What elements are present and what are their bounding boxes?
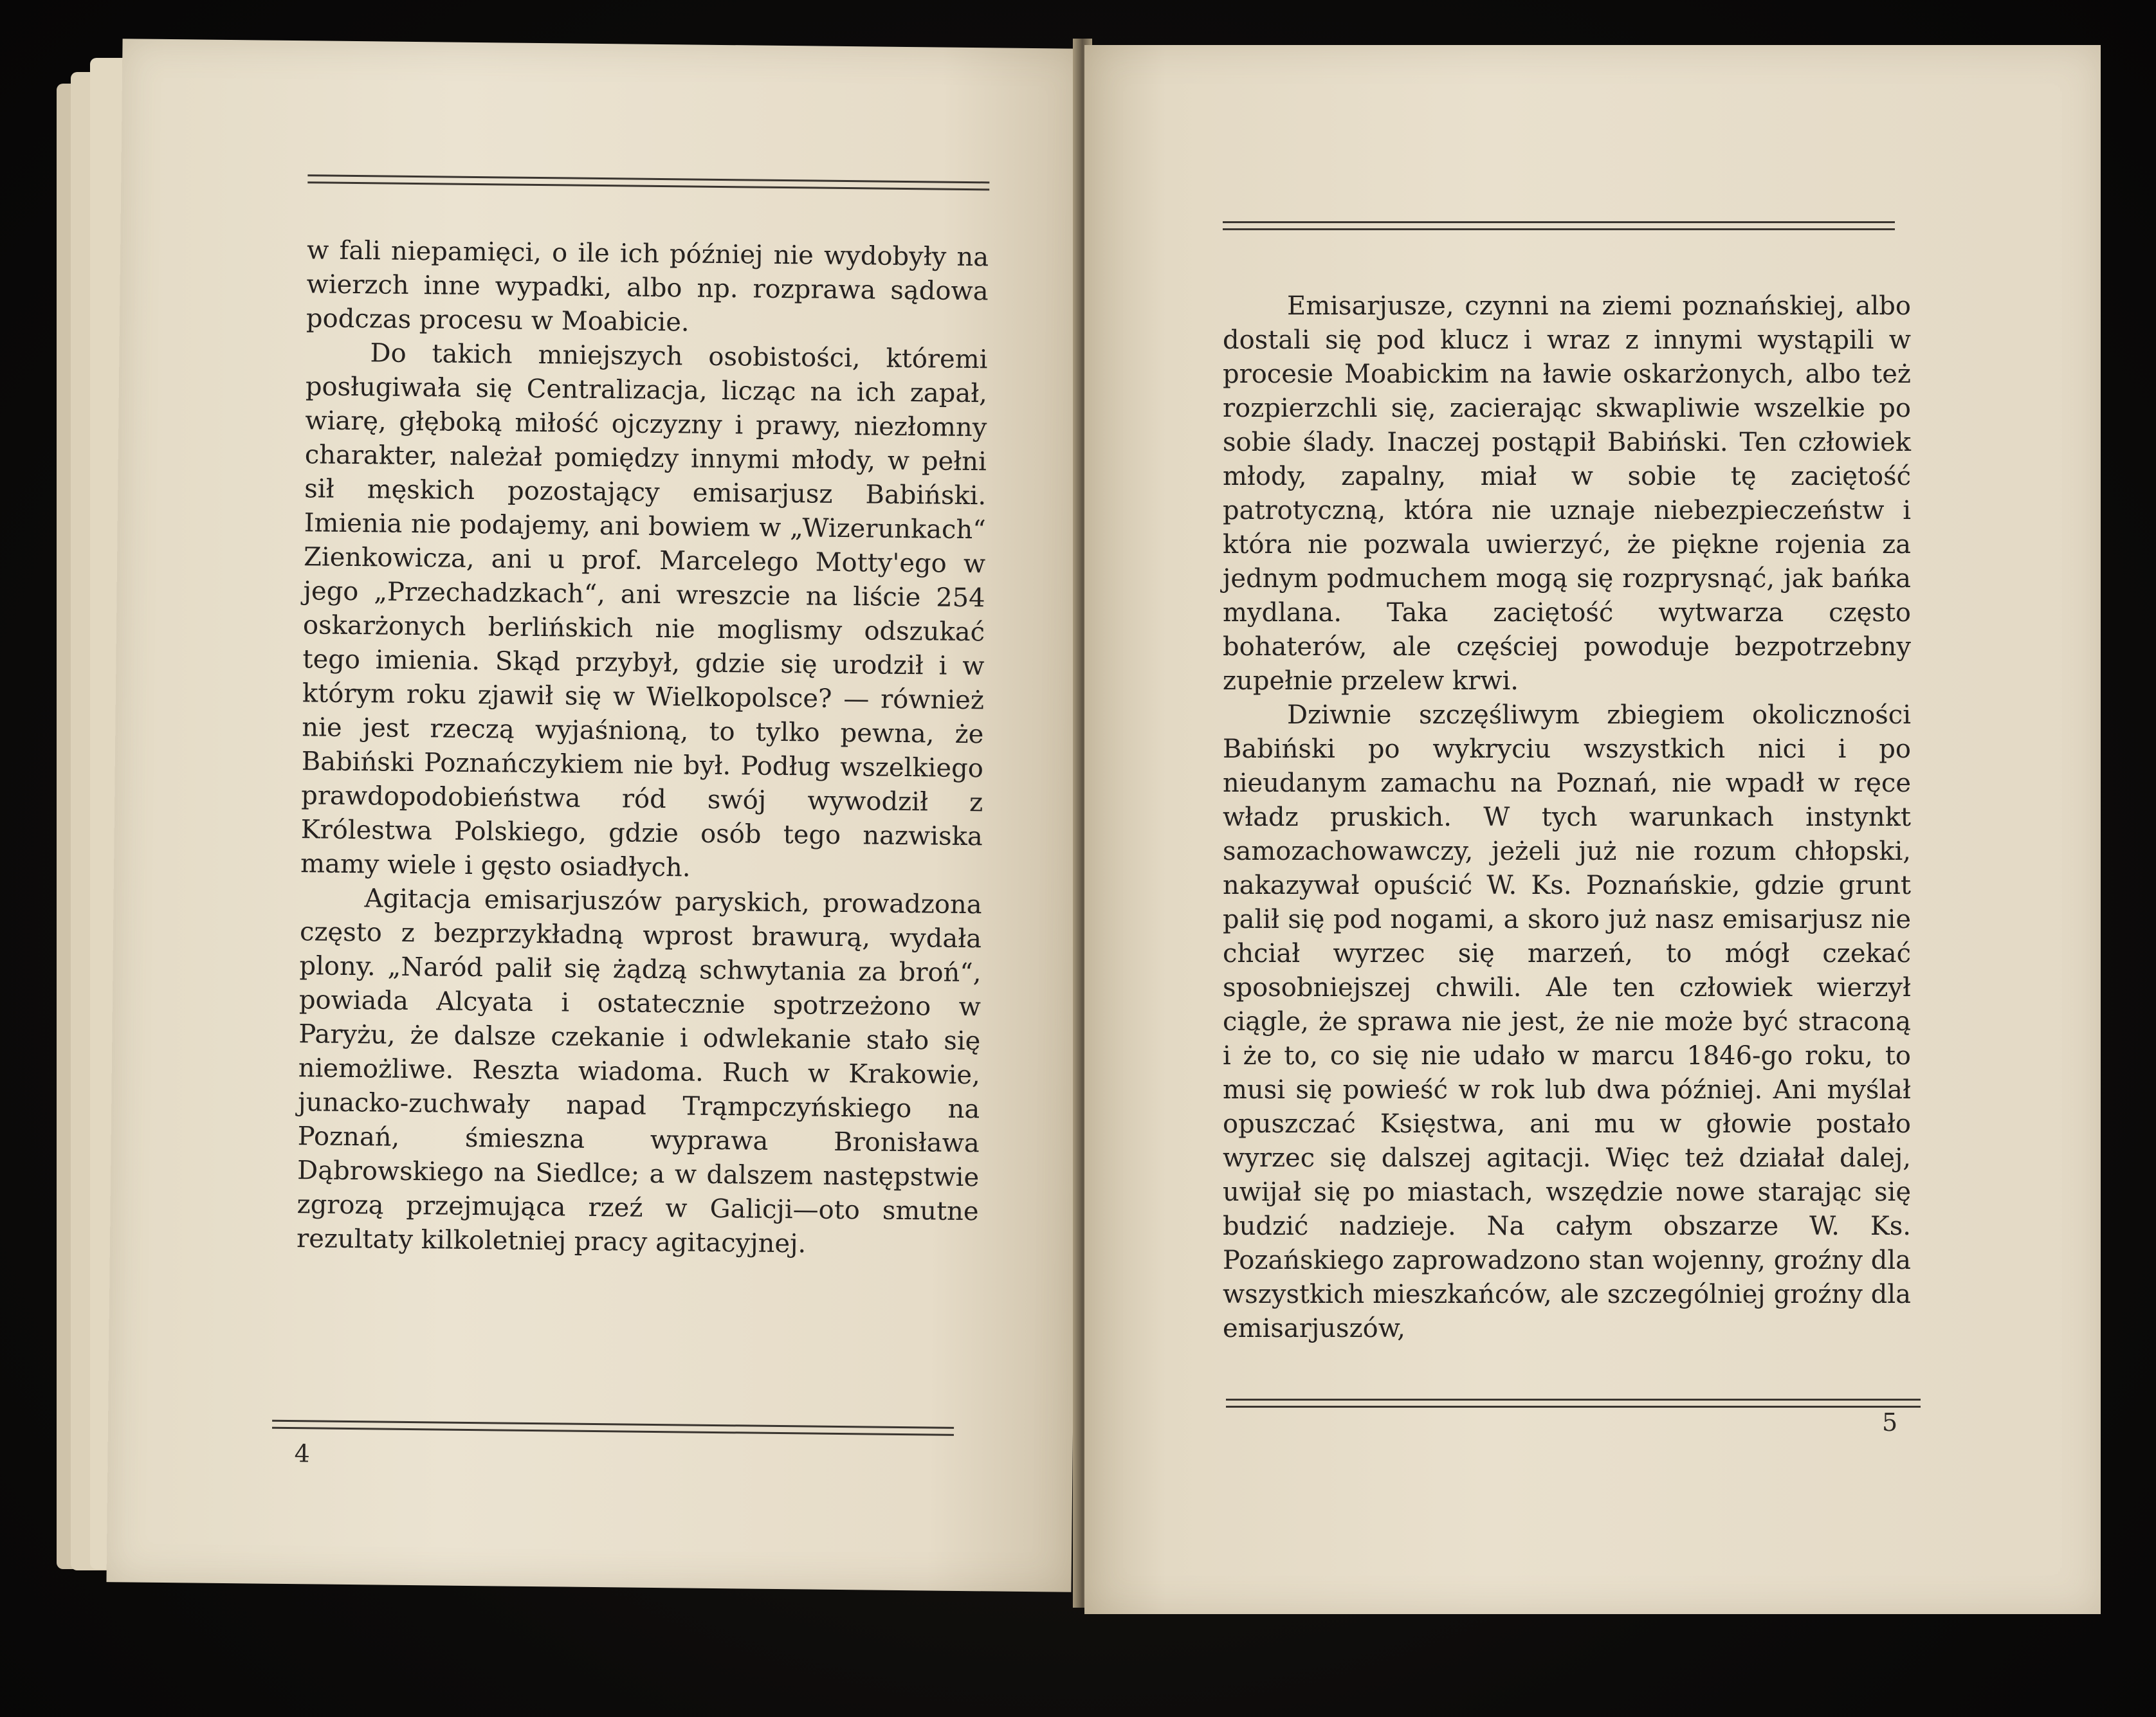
right-page-text	[1223, 289, 1911, 1346]
bottom-double-rule	[1226, 1399, 1921, 1408]
left-page	[106, 39, 1087, 1592]
paragraph: w fali niepamięci, o ile ich później nie wydobyły na wierzch inne wypadki, albo np. rozprawa sądowa podczas procesu w Moabicie.	[306, 235, 989, 338]
top-double-rule	[1223, 221, 1895, 230]
page-number: 4	[294, 1439, 311, 1468]
paragraph: Do takich mniejszych osobistości, któremi posługiwała się Centralizacja, licząc na ich zapał, wiarę, głęboką miłość ojczyzny i prawy, niezłomny charakter, należał pomiędzy innymi młody, w pełni sił męskich pozostający emisarjusz Babiński. Imienia nie podajemy, ani bowiem w „Wizerunkach“ Zienkowicza, ani u prof. Marcelego Motty'ego w jego „Przechadzkach“, ani wreszcie na liście 254 oskarżonych berlińskich nie moglismy odszukać tego imienia. Skąd przybył, gdzie się urodził i w którym roku zjawił się w Wielkopolsce? — również nie jest rzeczą wyjaśnioną, to tylko pewna, że Babiński Poznańczykiem nie był. Podług wszelkiego prawdopodobieństwa ród swój wywodził z Królestwa Polskiego, gdzie osób tego nazwiska mamy wiele i gęsto osiadłych.	[300, 338, 988, 883]
paragraph: Emisarjusze, czynni na ziemi poznańskiej, albo dostali się pod klucz i wraz z innymi wystąpili w procesie Moabickim na ławie oskarżonych, albo też rozpierzchli się, zacierając skwapliwie wszelkie po sobie ślady. Inaczej postąpił Babiński. Ten człowiek młody, zapalny, miał w sobie tę zaciętość patrotyczną, która nie uznaje niebezpieczeństw i która nie pozwala uwierzyć, że piękne rojenia za jednym podmuchem mogą się rozprysnąć, jak bańka mydlana. Taka zaciętość wytwarza często bohaterów, ale częściej powoduje bezpotrzebny zupełnie przelew krwi.	[1223, 291, 1911, 696]
page-number: 5	[1882, 1408, 1898, 1437]
paragraph: Dziwnie szczęśliwym zbiegiem okoliczności Babiński po wykryciu wszystkich nici i po nieudanym zamachu na Poznań, nie wpadł w ręce władz pruskich. W tych warunkach instynkt samozachowawczy, jeżeli już nie rozum chłopski, nakazywał opuścić W. Ks. Poznańskie, gdzie grunt palił się pod nogami, a skoro już nasz emisarjusz nie chciał wyrzec się marzeń, to mógł czekać sposobniejszej chwili. Ale ten człowiek wierzył ciągle, że sprawa nie jest, że nie może być straconą i że to, co się nie udało w marcu 1846-go roku, to musi się powieść w rok lub dwa później. Ani myślał opuszczać Księstwa, ani mu w głowie postało wyrzec się dalszej agitacji. Więc też działał dalej, uwijał się po miastach, wszędzie nowe starając się budzić nadzieje. Na całym obszarze W. Ks. Pozańskiego zaprowadzono stan wojenny, groźny dla wszystkich mieszkańców, ale szczególniej groźny dla emisarjuszów,	[1223, 700, 1911, 1343]
paragraph: Agitacja emisarjuszów paryskich, prowadzona często z bezprzykładną wprost brawurą, wydała plony. „Naród palił się żądzą schwytania za broń“, powiada Alcyata i ostatecznie spotrzeżono w Paryżu, że dalsze czekanie i odwlekanie stało się niemożliwe. Reszta wiadoma. Ruch w Krakowie, junacko-zuchwały napad Trąmpczyńskiego na Poznań, śmieszna wyprawa Bronisława Dąbrowskiego na Siedlce; a w dalszem następstwie zgrozą przejmująca rzeź w Galicji—oto smutne rezultaty kilkoletniej pracy agitacyjnej.	[296, 884, 982, 1259]
bottom-double-rule	[272, 1420, 954, 1436]
right-page	[1084, 45, 2101, 1614]
left-page-text	[297, 233, 989, 1263]
top-double-rule	[307, 174, 989, 190]
